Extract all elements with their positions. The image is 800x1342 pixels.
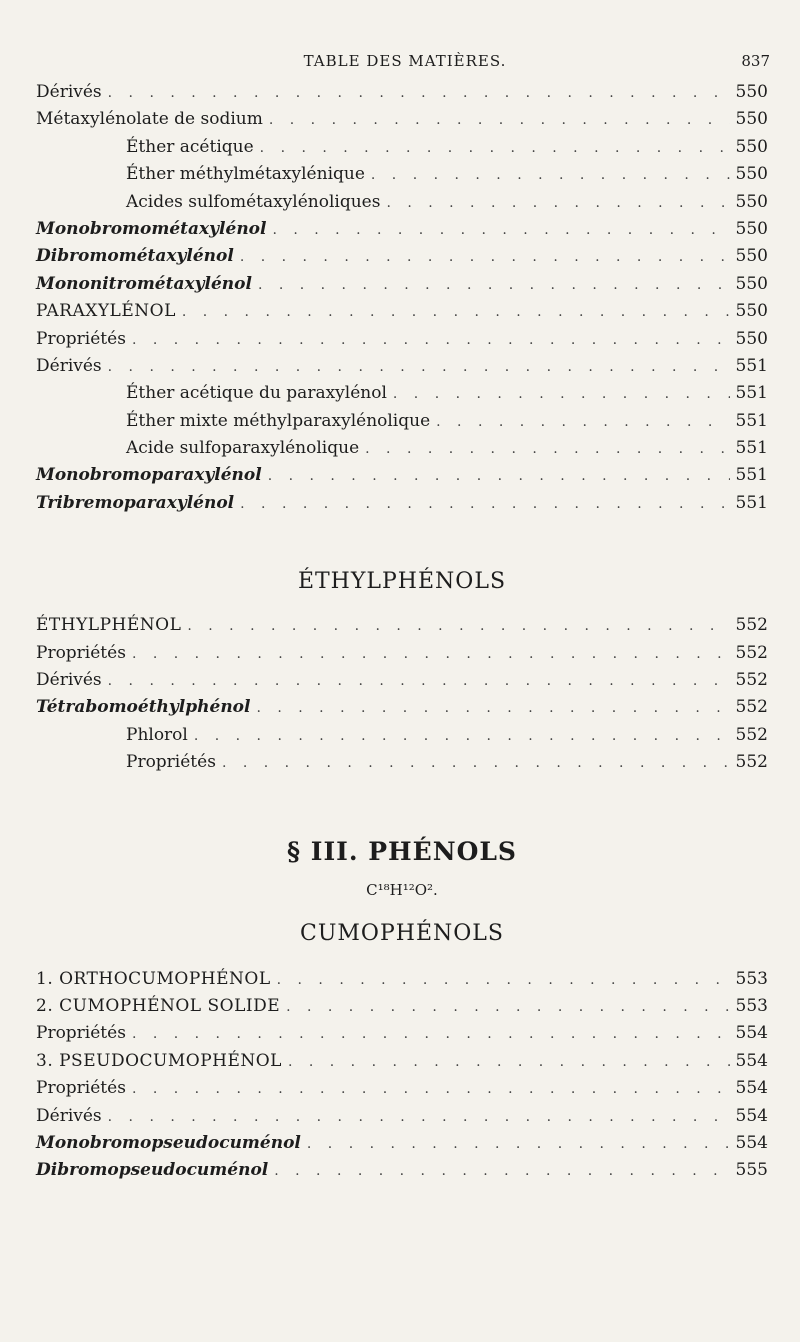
entry-label: ÉTHYLPHÉNOL (36, 615, 182, 636)
entry-page-number: 555 (735, 1160, 768, 1181)
running-title: TABLE DES MATIÈRES. (303, 52, 507, 70)
dot-leader (187, 618, 729, 634)
entry-page-number: 550 (735, 82, 768, 102)
toc-entry (36, 752, 768, 779)
dot-leader (132, 1026, 730, 1042)
entry-page-number: 553 (735, 995, 768, 1016)
dot-leader (222, 755, 730, 771)
toc-entry (36, 1160, 768, 1187)
toc-entry (36, 615, 768, 642)
dot-leader (260, 140, 730, 156)
page-number: 837 (741, 52, 770, 70)
dot-leader (393, 386, 730, 402)
entry-label: Acides sulfométaxylénoliques (126, 191, 381, 212)
entry-label: Propriétés (36, 328, 126, 349)
entry-page-number: 552 (735, 724, 768, 745)
toc-entry (36, 670, 768, 697)
dot-leader (194, 728, 730, 744)
entry-label: Dibromopseudocuménol (36, 1160, 269, 1181)
toc-entry (36, 109, 768, 136)
toc-entry (36, 411, 768, 438)
toc-entry (36, 493, 768, 520)
toc-entry (36, 82, 768, 109)
toc-entry (36, 301, 768, 328)
dot-leader (288, 1054, 730, 1070)
toc-entry (36, 383, 768, 410)
toc-entry (36, 725, 768, 752)
toc-entry (36, 246, 768, 273)
entry-page-number: 550 (735, 246, 768, 267)
entry-page-number: 554 (735, 1050, 768, 1071)
entry-label: Mononitrométaxylénol (36, 273, 252, 294)
entry-page-number: 553 (735, 968, 768, 989)
dot-leader (277, 972, 730, 988)
dot-leader (132, 646, 730, 662)
entry-label: 1. ORTHOCUMOPHÉNOL (36, 968, 271, 989)
heading-cumophenols: CUMOPHÉNOLS (300, 920, 504, 946)
entry-page-number: 552 (735, 642, 768, 663)
toc-block-ethylphenols (36, 615, 768, 779)
entry-label: 3. PSEUDOCUMOPHÉNOL (36, 1050, 282, 1071)
dot-leader (269, 112, 730, 128)
dot-leader (386, 195, 729, 211)
toc-block-cumophenols (36, 969, 768, 1188)
entry-page-number: 552 (735, 670, 768, 691)
dot-leader (108, 359, 730, 375)
entry-label: Propriétés (126, 752, 216, 773)
entry-label: 2. CUMOPHÉNOL SOLIDE (36, 995, 281, 1016)
entry-label: Dérivés (36, 670, 102, 691)
toc-entry (36, 1023, 768, 1050)
entry-page-number: 554 (735, 1132, 768, 1153)
dot-leader (268, 468, 730, 484)
entry-page-number: 550 (735, 301, 768, 322)
toc-entry (36, 1133, 768, 1160)
toc-entry (36, 192, 768, 219)
dot-leader (108, 85, 730, 101)
toc-entry (36, 219, 768, 246)
dot-leader (274, 1163, 729, 1179)
entry-page-number: 552 (735, 697, 768, 718)
entry-label: Dérivés (36, 1105, 102, 1126)
dot-leader (272, 222, 729, 238)
entry-label: Propriétés (36, 642, 126, 663)
dot-leader (240, 496, 729, 512)
entry-page-number: 552 (735, 752, 768, 773)
entry-label: Dérivés (36, 82, 102, 102)
toc-entry (36, 329, 768, 356)
section-title: § III. PHÉNOLS (286, 836, 517, 866)
dot-leader (436, 414, 729, 430)
entry-page-number: 550 (735, 273, 768, 294)
formula: C¹⁸H¹²O². (366, 880, 438, 899)
entry-page-number: 554 (735, 1023, 768, 1044)
toc-entry (36, 356, 768, 383)
toc-entry (36, 1078, 768, 1105)
dot-leader (108, 673, 730, 689)
entry-label: PARAXYLÉNOL (36, 301, 176, 322)
running-head (40, 52, 770, 76)
toc-entry (36, 438, 768, 465)
dot-leader (286, 999, 729, 1015)
entry-page-number: 550 (735, 109, 768, 130)
entry-label: Tribremoparaxylénol (36, 492, 235, 513)
dot-leader (371, 167, 730, 183)
entry-page-number: 550 (735, 191, 768, 212)
heading-ethylphenols: ÉTHYLPHÉNOLS (297, 569, 507, 595)
toc-entry (36, 274, 768, 301)
dot-leader (365, 441, 729, 457)
entry-label: Éther mixte méthylparaxylénolique (126, 410, 431, 431)
entry-page-number: 551 (735, 465, 768, 486)
toc-entries (36, 82, 768, 1188)
toc-entry (36, 1051, 768, 1078)
entry-label: Éther acétique (126, 136, 254, 157)
entry-label: Dérivés (36, 355, 102, 376)
dot-leader (108, 1109, 730, 1125)
entry-label: Dibromométaxylénol (36, 246, 234, 267)
toc-entry (36, 996, 768, 1023)
entry-label: Monobromométaxylénol (36, 218, 267, 239)
dot-leader (240, 249, 730, 265)
toc-entry (36, 1106, 768, 1133)
entry-label: Propriétés (36, 1078, 126, 1099)
toc-entry (36, 643, 768, 670)
entry-page-number: 550 (735, 136, 768, 157)
toc-block-xylenols (36, 82, 768, 520)
entry-label: Tétrabomoéthylphénol (36, 697, 251, 718)
entry-page-number: 550 (735, 218, 768, 239)
dot-leader (256, 700, 729, 716)
toc-entry (36, 164, 768, 191)
entry-page-number: 554 (735, 1078, 768, 1099)
toc-entry (36, 697, 768, 724)
entry-label: Phlorol (126, 724, 188, 745)
dot-leader (132, 332, 730, 348)
entry-page-number: 550 (735, 328, 768, 349)
dot-leader (258, 277, 730, 293)
entry-page-number: 554 (735, 1105, 768, 1126)
entry-label: Métaxylénolate de sodium (36, 109, 263, 130)
entry-label: Propriétés (36, 1023, 126, 1044)
entry-page-number: 551 (735, 383, 768, 404)
dot-leader (182, 304, 730, 320)
entry-page-number: 551 (735, 492, 768, 513)
entry-label: Éther méthylmétaxylénique (126, 164, 365, 185)
entry-label: Monobromopseudocuménol (36, 1132, 301, 1153)
entry-page-number: 551 (735, 355, 768, 376)
entry-page-number: 552 (735, 615, 768, 636)
entry-label: Éther acétique du paraxylénol (126, 383, 387, 404)
dot-leader (132, 1081, 730, 1097)
entry-page-number: 550 (735, 164, 768, 185)
toc-entry (36, 969, 768, 996)
entry-label: Acide sulfoparaxylénolique (126, 438, 360, 459)
entry-page-number: 551 (735, 410, 768, 431)
entry-label: Monobromoparaxylénol (36, 465, 262, 486)
entry-page-number: 551 (735, 438, 768, 459)
toc-entry (36, 465, 768, 492)
toc-entry (36, 137, 768, 164)
dot-leader (307, 1136, 730, 1152)
